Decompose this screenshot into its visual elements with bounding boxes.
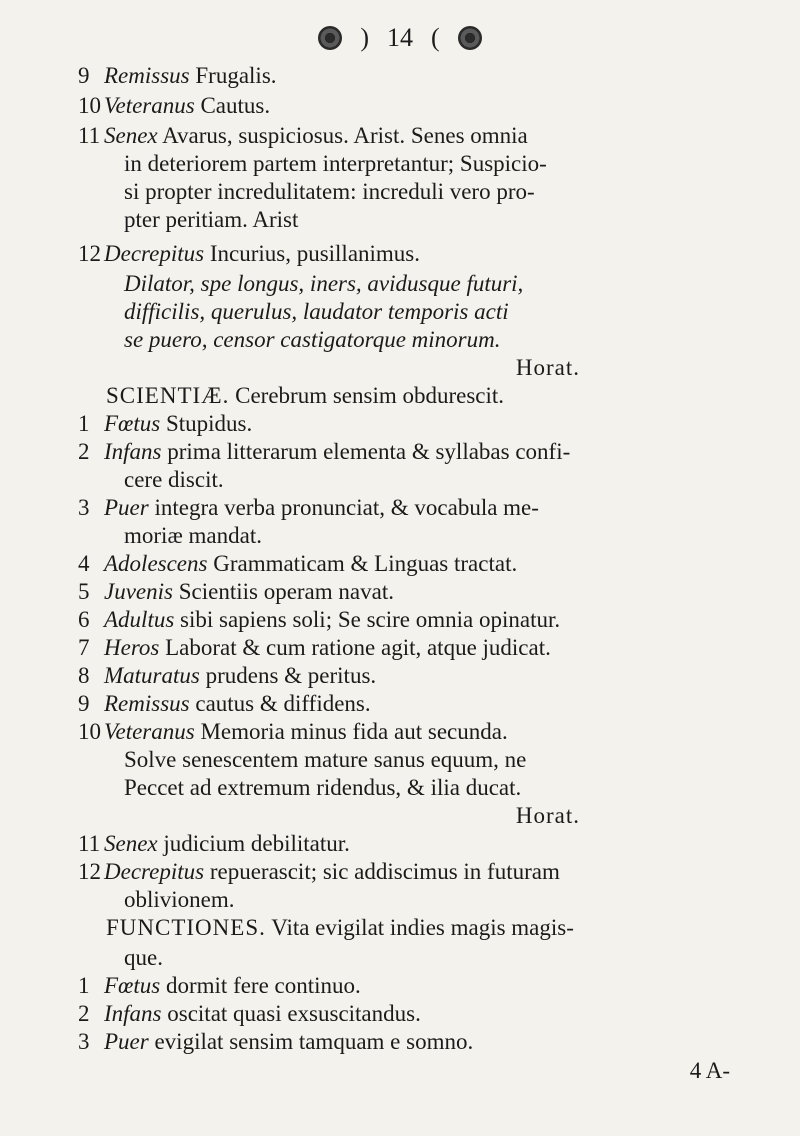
entry-line [78,578,394,606]
continuation-line [124,944,163,972]
continuation-line [124,466,224,494]
entry-text: Incurius, pusillanimus. [209,241,421,266]
continuation-text: in deteriorem partem interpretantur; Suspicio- [124,151,547,176]
entry-line [78,634,551,662]
entry-number: 8 [78,663,90,688]
entry-line [78,972,361,1000]
entry-term: Infans [104,1001,162,1026]
entry-term: Adolescens [104,551,208,576]
entry-line [78,718,508,746]
entry-number: 3 [78,495,90,520]
entry-number: 10 [78,93,101,118]
continuation-text: pter peritiam. Arist [124,207,299,232]
entry-line [78,494,539,522]
entry-term: Remissus [104,691,190,716]
section-text: Vita evigilat indies magis magis- [271,915,574,940]
continuation-line [124,746,526,774]
entry-number: 2 [78,439,90,464]
entry-number: 1 [78,973,90,998]
entry-term: Senex [104,831,158,856]
entry-number: 7 [78,635,90,660]
section-text: Cerebrum sensim obdurescit. [235,383,505,408]
section-title: FUNCTIONES. [106,915,266,940]
entry-line [78,662,376,690]
entry-number: 5 [78,579,90,604]
entry-term: Fœtus [104,411,161,436]
continuation-text: moriæ mandat. [124,523,262,548]
entry-term: Maturatus [104,663,200,688]
entry-term: Senex [104,123,158,148]
entry-text: Grammaticam & Linguas tractat. [213,551,518,576]
entry-line [78,122,528,150]
entry-line [78,410,252,438]
entry-number: 12 [78,241,101,266]
entry-line [78,438,570,466]
entry-text: evigilat sensim tamquam e somno. [154,1029,474,1054]
section-heading-line [106,914,574,942]
entry-text: prima litterarum elementa & syllabas confi- [167,439,571,464]
entry-line [78,550,517,578]
quote-line [124,270,523,298]
entry-line [78,830,350,858]
continuation-text: cere discit. [124,467,224,492]
entry-text: dormit fere continuo. [165,973,361,998]
entry-number: 9 [78,63,90,88]
entry-text: Stupidus. [165,411,253,436]
page-number: 14 [387,23,413,52]
entry-text: oscitat quasi exsuscitandus. [167,1001,421,1026]
entry-line [78,858,560,886]
entry-text: Cautus. [200,93,271,118]
ornament-right-icon [458,26,482,50]
entry-line [78,240,420,268]
quote-line [124,326,500,354]
entry-term: Decrepitus [104,859,205,884]
entry-number: 10 [78,719,101,744]
entry-number: 3 [78,1029,90,1054]
continuation-line [124,774,521,802]
continuation-line [124,178,535,206]
quote-text: se puero, censor castigatorque minorum. [124,327,501,352]
entry-term: Veteranus [104,719,195,744]
entry-term: Puer [104,1029,149,1054]
entry-text: Laborat & cum ratione agit, atque judicat. [165,635,551,660]
quote-line [124,298,509,326]
entry-line [78,1000,421,1028]
entry-term: Infans [104,439,162,464]
continuation-text: Solve senescentem mature sanus equum, ne [124,747,527,772]
entry-term: Puer [104,495,149,520]
entry-term: Juvenis [104,579,173,604]
entry-text: Avarus, suspiciosus. Arist. Senes omnia [162,123,528,148]
entry-number: 12 [78,859,101,884]
entry-number: 9 [78,691,90,716]
entry-text: Memoria minus fida aut secunda. [200,719,508,744]
continuation-text: oblivionem. [124,887,235,912]
continuation-line [124,522,262,550]
catchword: 4 A- [689,1058,730,1083]
entry-text: prudens & peritus. [205,663,377,688]
entry-line [78,1028,473,1056]
entry-line [78,62,277,90]
entry-number: 4 [78,551,90,576]
entry-term: Decrepitus [104,241,205,266]
attribution-line [516,354,580,382]
continuation-text: que. [124,945,163,970]
continuation-line [124,150,547,178]
entry-text: judicium debilitatur. [163,831,350,856]
entry-text: Scientiis operam navat. [178,579,394,604]
continuation-text: si propter incredulitatem: increduli vero pro- [124,179,535,204]
entry-number: 11 [78,123,101,148]
entry-text: sibi sapiens soli; Se scire omnia opinatur. [180,607,561,632]
entry-text: cautus & diffidens. [195,691,371,716]
entry-term: Adultus [104,607,175,632]
quote-text: difficilis, querulus, laudator temporis acti [124,299,509,324]
header-paren-left: ) [360,23,369,52]
entry-term: Fœtus [104,973,161,998]
entry-number: 6 [78,607,90,632]
section-title: SCIENTIÆ. [106,383,230,408]
entry-number: 1 [78,411,90,436]
attribution-text: Horat. [515,803,580,828]
entry-term: Veteranus [104,93,195,118]
entry-text: repuerascit; sic addiscimus in futuram [209,859,560,884]
continuation-line [124,206,298,234]
continuation-line [124,886,235,914]
entry-line [78,690,371,718]
running-header [0,18,800,58]
continuation-text: Peccet ad extremum ridendus, & ilia ducat. [124,775,522,800]
section-heading-line [106,382,504,410]
attribution-line [516,802,580,830]
attribution-text: Horat. [515,355,580,380]
entry-text: Frugalis. [195,63,277,88]
ornament-left-icon [318,26,342,50]
entry-number: 2 [78,1001,90,1026]
header-paren-right: ( [431,23,440,52]
entry-number: 11 [78,831,101,856]
entry-term: Remissus [104,63,190,88]
quote-text: Dilator, spe longus, iners, avidusque futuri, [124,271,524,296]
entry-term: Heros [104,635,160,660]
entry-line [78,92,270,120]
entry-line [78,606,560,634]
entry-text: integra verba pronunciat, & vocabula me- [154,495,539,520]
